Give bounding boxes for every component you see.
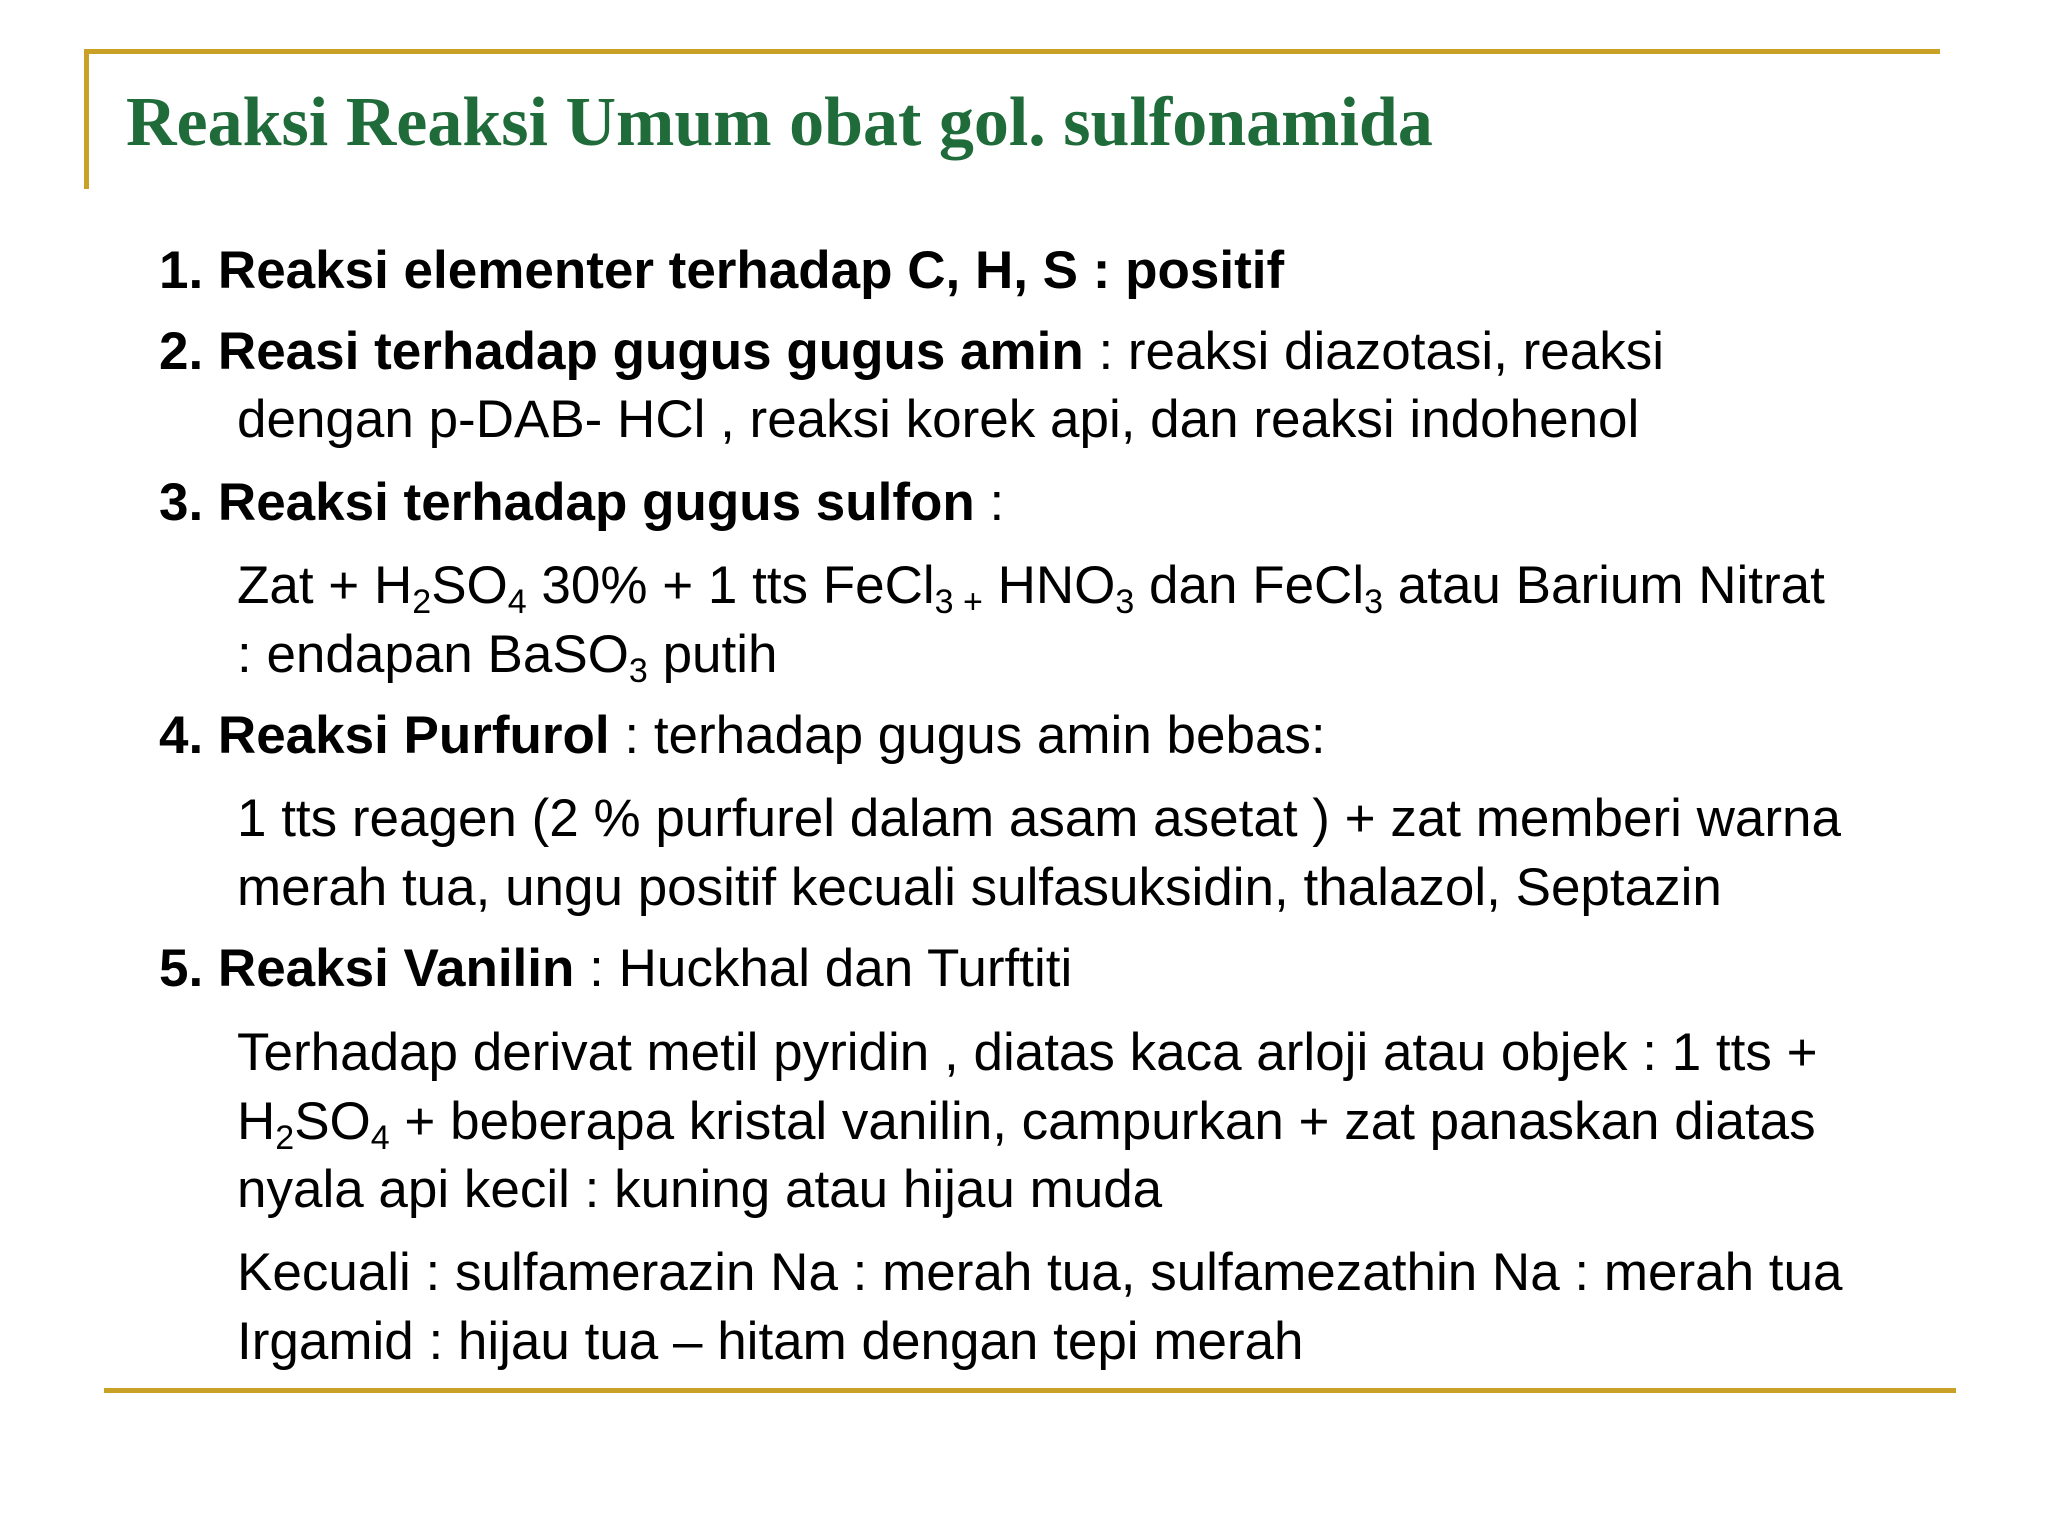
formula-subscript: 3 + xyxy=(934,583,983,621)
formula-text: : endapan BaSO xyxy=(237,625,629,684)
formula-text: HNO xyxy=(982,556,1116,615)
item-4-heading: 4. Reaksi Purfurol xyxy=(159,706,610,765)
item-5-note-1: Kecuali : sulfamerazin Na : merah tua, sulfamezathin Na : merah tua xyxy=(237,1243,1843,1302)
item-2-heading: 2. Reasi terhadap gugus gugus amin xyxy=(159,322,1084,381)
item-3-heading: 3. Reaksi terhadap gugus sulfon xyxy=(159,473,975,532)
item-3 xyxy=(159,471,1004,535)
item-5-note-2: Irgamid : hijau tua – hitam dengan tepi merah xyxy=(237,1312,1304,1371)
formula-subscript: 3 xyxy=(1115,583,1135,621)
formula-text: SO xyxy=(294,1092,371,1151)
formula-text: H xyxy=(237,1092,276,1151)
slide-title: Reaksi Reaksi Umum obat gol. sulfonamida xyxy=(126,84,1433,161)
top-rule xyxy=(84,49,1940,54)
formula-text: Zat + H xyxy=(237,556,413,615)
item-2 xyxy=(159,320,1664,384)
formula-subscript: 3 xyxy=(1364,583,1384,621)
item-5-detail-2 xyxy=(237,1090,1816,1157)
formula-subscript: 2 xyxy=(275,1119,295,1157)
formula-subscript: 2 xyxy=(412,583,432,621)
item-5-heading: 5. Reaksi Vanilin xyxy=(159,939,575,998)
formula-text: putih xyxy=(647,625,778,684)
item-2-continuation: dengan p-DAB- HCl , reaksi korek api, dan reaksi indohenol xyxy=(237,390,1640,449)
formula-text: atau Barium Nitrat xyxy=(1383,556,1825,615)
item-5-detail-3: nyala api kecil : kuning atau hijau muda xyxy=(237,1160,1163,1219)
item-1 xyxy=(159,239,1284,303)
item-3-result-line xyxy=(237,623,778,690)
item-4-text: : terhadap gugus amin bebas: xyxy=(609,706,1326,765)
formula-text: SO xyxy=(431,556,508,615)
bottom-rule xyxy=(104,1388,1956,1393)
formula-text: dan FeCl xyxy=(1134,556,1365,615)
item-5-text: : Huckhal dan Turftiti xyxy=(574,939,1073,998)
left-rule xyxy=(84,49,89,189)
item-1-heading: 1. Reaksi elementer terhadap C, H, S : positif xyxy=(159,241,1285,300)
item-2-text: : reaksi diazotasi, reaksi xyxy=(1083,322,1665,381)
formula-text: 30% + 1 tts FeCl xyxy=(526,556,935,615)
formula-text: + beberapa kristal vanilin, campurkan + zat panaskan diatas xyxy=(389,1092,1816,1151)
item-4-detail-1: 1 tts reagen (2 % purfurel dalam asam asetat ) + zat memberi warna xyxy=(237,789,1841,848)
item-4 xyxy=(159,704,1326,768)
formula-subscript: 4 xyxy=(370,1119,390,1157)
formula-subscript: 4 xyxy=(507,583,527,621)
item-5 xyxy=(159,937,1072,1001)
item-5-detail-1: Terhadap derivat metil pyridin , diatas kaca arloji atau objek : 1 tts + xyxy=(237,1023,1818,1082)
item-3-text: : xyxy=(974,473,1005,532)
formula-subscript: 3 xyxy=(628,652,648,690)
item-3-formula-line xyxy=(237,554,1825,621)
item-4-detail-2: merah tua, ungu positif kecuali sulfasuksidin, thalazol, Septazin xyxy=(237,858,1722,917)
